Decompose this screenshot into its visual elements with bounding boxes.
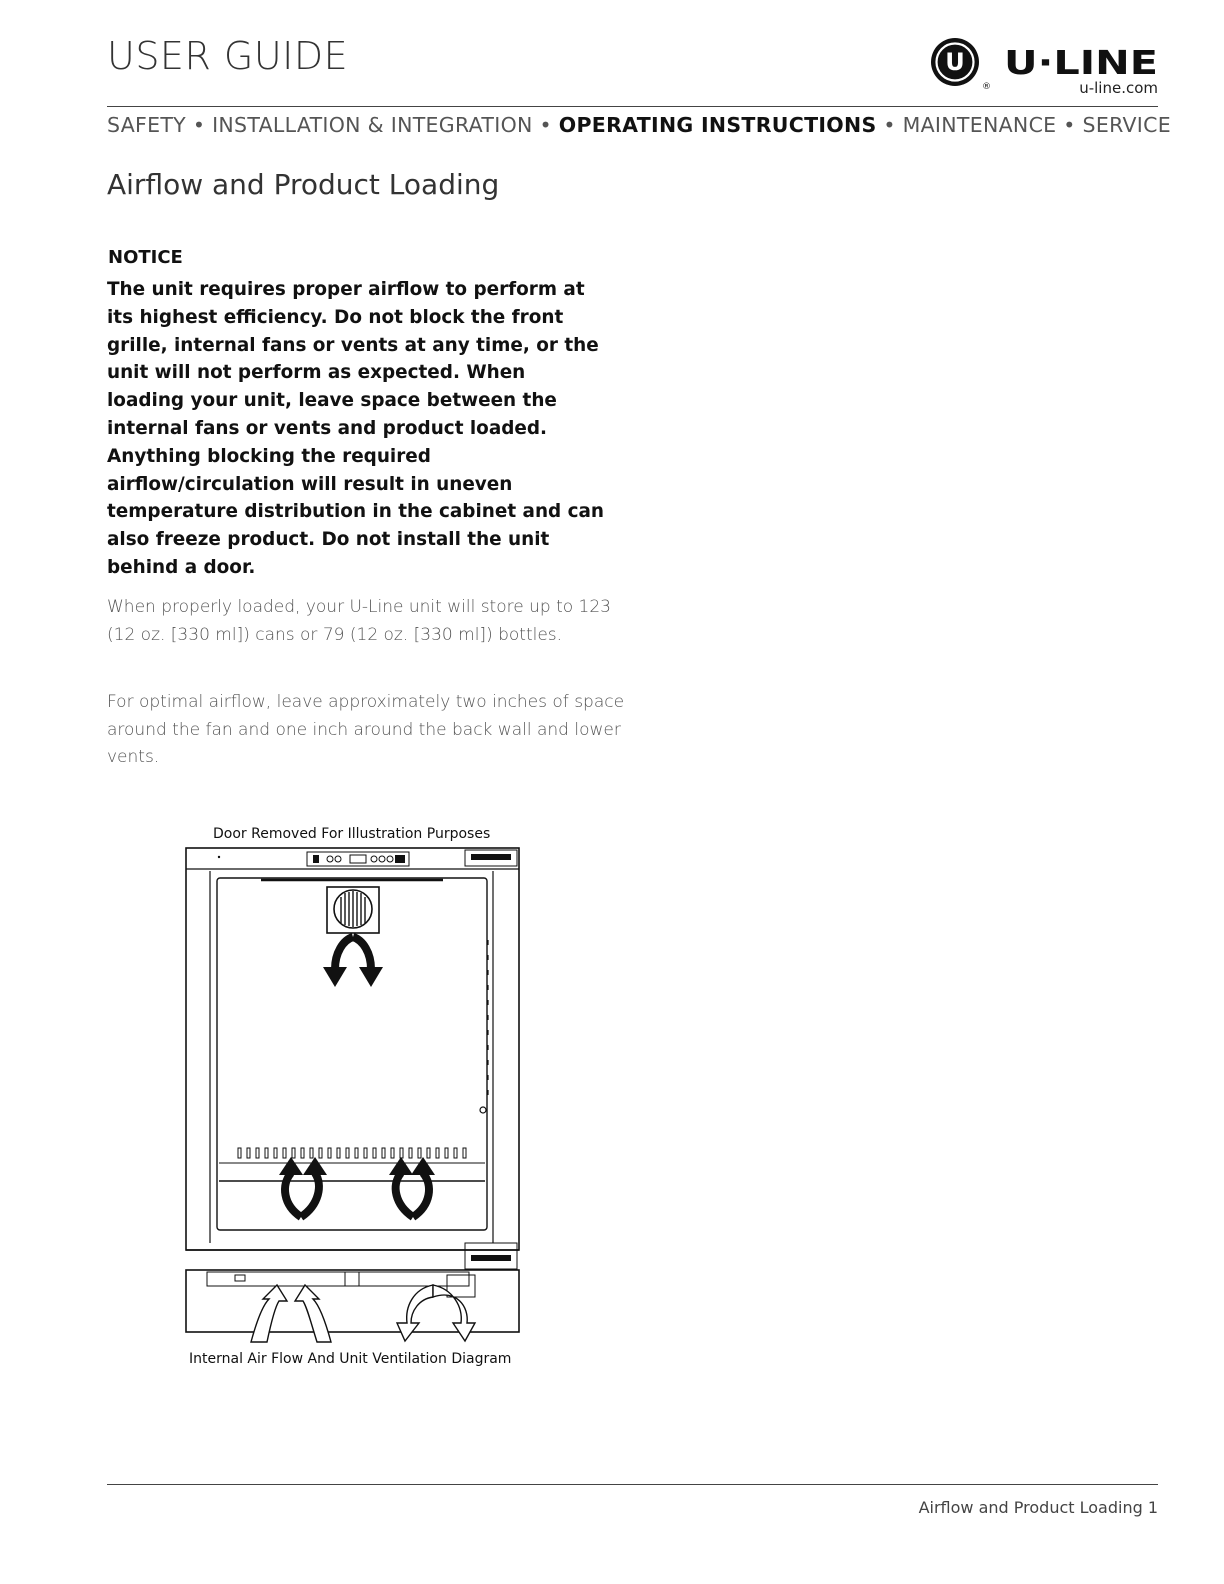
nav-separator: •	[539, 113, 552, 137]
nav-item-safety: SAFETY	[107, 113, 187, 137]
nav-item-installation: INSTALLATION & INTEGRATION	[212, 113, 533, 137]
doc-title: USER GUIDE	[107, 34, 349, 78]
nav-separator: •	[883, 113, 896, 137]
footer-rule	[107, 1484, 1158, 1485]
intake-arrows	[251, 1285, 331, 1342]
capacity-paragraph: When properly loaded, your U-Line unit will store up to 123 (12 oz. [330 ml]) cans or 79 (12 oz. [330 ml]) bottles.	[107, 597, 611, 645]
nav-separator: •	[1063, 113, 1076, 137]
airflow-paragraph: For optimal airflow, leave approximately two inches of space around the fan and one inch around the back wall and lower vents.	[107, 692, 625, 767]
section-title: Airflow and Product Loading	[107, 168, 500, 201]
notice-text: The unit requires proper airflow to perform at its highest efficiency. Do not block the front grille, internal fans or vents at any time, or the unit will not perform as expected. When loading your unit, leave space between the internal fans or vents and product loaded. Anything blocking the required airflow/circulation will result in uneven temperature distribution in the cabinet and can also freeze product. Do not install the unit behind a door.	[107, 279, 605, 578]
figure-caption-bottom: Internal Air Flow And Unit Ventilation Diagram	[189, 1351, 512, 1367]
nav-item-service: SERVICE	[1082, 113, 1172, 137]
kick-plate	[207, 1272, 469, 1286]
footer-page-label: Airflow and Product Loading 1	[918, 1498, 1158, 1517]
figure-caption-top: Door Removed For Illustration Purposes	[213, 826, 491, 842]
indicator-dot	[218, 856, 220, 858]
header-rule	[107, 106, 1158, 107]
nav-separator: •	[192, 113, 206, 137]
notice-heading: NOTICE	[108, 247, 183, 268]
brand-wordmark: U·LINE	[1004, 43, 1158, 82]
nav-item-operating-instructions: OPERATING INSTRUCTIONS	[558, 113, 877, 137]
airflow-diagram	[183, 845, 523, 1345]
nav-item-maintenance: MAINTENANCE	[902, 113, 1057, 137]
section-nav	[107, 113, 1171, 137]
logo-mark: U	[945, 48, 965, 76]
website-url: u-line.com	[1079, 79, 1158, 97]
registered-mark: ®	[982, 82, 991, 92]
